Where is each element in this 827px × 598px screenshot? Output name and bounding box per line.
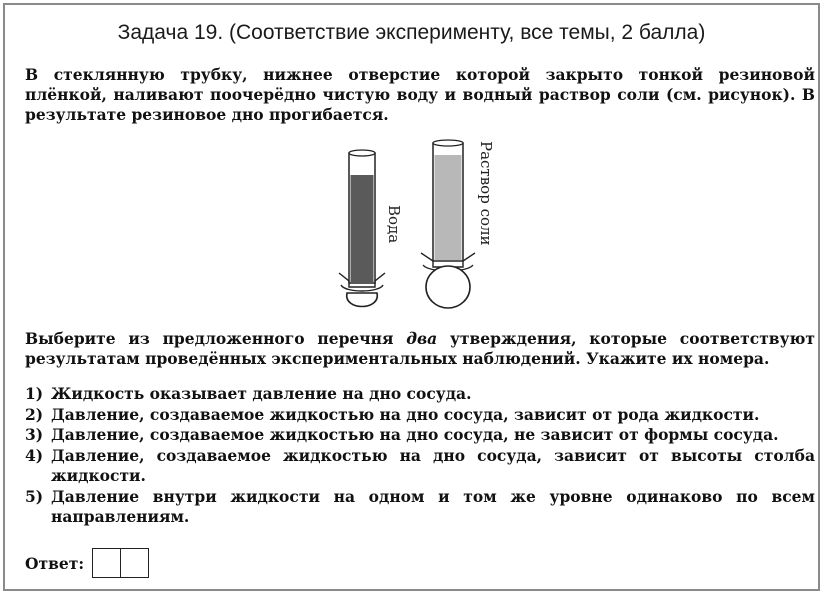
salt-fill <box>435 155 462 260</box>
option-3: 3) Давление, создаваемое жидкостью на дно сосуда, не зависит от формы сосуда. <box>25 425 779 444</box>
question-text-before: Выберите из предложенного перечня <box>25 329 407 348</box>
question-emphasis: два <box>406 329 438 348</box>
option-4: 4) Давление, создаваемое жидкостью на дно сосуда, зависит от высоты столба жидкости. <box>25 445 815 485</box>
task-card <box>3 3 820 591</box>
water-membrane <box>347 293 378 307</box>
option-5: 5) Давление внутри жидкости на одном и том же уровне одинаково по всем направлениям. <box>25 486 815 526</box>
water-fill <box>351 175 374 282</box>
options-list <box>25 384 815 528</box>
task-title: Задача 19. (Соответствие эксперименту, все темы, 2 балла) <box>117 21 706 44</box>
question-text-after: утверждения, которые соответствуют результатам проведённых экспериментальных наблюдений. Укажите их номера. <box>25 329 815 368</box>
salt-tube <box>421 140 475 308</box>
experiment-figure <box>325 135 515 315</box>
task-question <box>25 329 815 369</box>
option-1: 1) Жидкость оказывает давление на дно сосуда. <box>25 384 472 403</box>
answer-cell-2[interactable] <box>120 549 148 577</box>
answer-label: Ответ: <box>25 553 85 573</box>
water-tube <box>339 150 385 307</box>
salt-label: Раствор соли <box>477 141 495 246</box>
water-label: Вода <box>385 205 403 244</box>
answer-row <box>25 548 149 578</box>
salt-membrane <box>426 266 470 308</box>
answer-cell-1[interactable] <box>93 549 120 577</box>
answer-boxes <box>92 548 149 578</box>
task-intro: В стеклянную трубку, нижнее отверстие которой закрыто тонкой резиновой плёнкой, наливают поочерёдно чистую воду и водный раствор соли (см. рисунок). В результате резиновое дно прогибается. <box>25 65 815 124</box>
option-2: 2) Давление, создаваемое жидкостью на дно сосуда, зависит от рода жидкости. <box>25 404 760 424</box>
